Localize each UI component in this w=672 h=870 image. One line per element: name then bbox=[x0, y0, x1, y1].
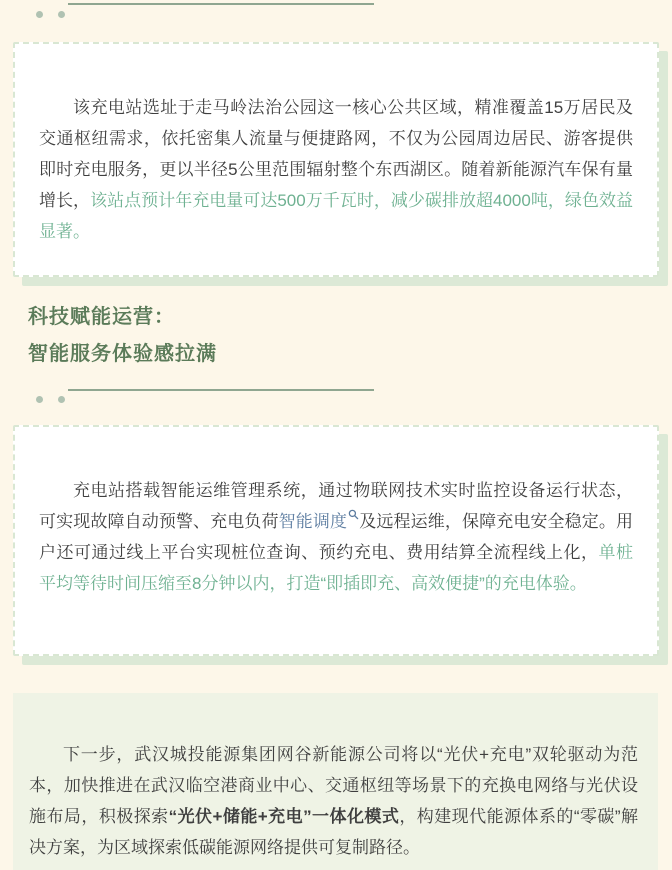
text-highlight-green: 单桩平均等待时间压缩至8分钟以内，打造“即插即充、高效便捷”的充电体验。 bbox=[39, 543, 634, 593]
text-normal: 充电站搭载智能运维管理系统，通过物联网技术实时监控设备运行状态，可实现故障自动预警、充电负荷 bbox=[39, 481, 633, 531]
heading-line-1: 科技赋能运营： bbox=[28, 306, 175, 328]
search-icon bbox=[348, 509, 359, 520]
paragraph-smart-operations bbox=[15, 427, 657, 599]
divider-dot bbox=[36, 396, 43, 403]
divider-dot bbox=[36, 11, 43, 18]
divider-dot bbox=[58, 396, 65, 403]
divider-line bbox=[68, 3, 374, 5]
text-normal: 及远程运维，保障充电安全稳定。用户还可通过线上平台实现桩位查询、预约充电、费用结算全流程线上化， bbox=[39, 512, 634, 562]
divider-dot bbox=[58, 11, 65, 18]
paragraph-station-location bbox=[15, 44, 657, 247]
outlook-card bbox=[13, 693, 658, 870]
divider-line bbox=[68, 389, 374, 391]
section-heading bbox=[28, 299, 217, 373]
search-term-label: 智能调度 bbox=[278, 512, 348, 531]
smart-operations-card bbox=[13, 425, 659, 656]
text-normal: 下一步，武汉城投能源集团网谷新能源公司将以“光伏+充电”双轮驱动为范本，加快推进在武汉临空港商业中心、交通枢纽等场景下的充换电网络与光伏设施布局，积极探索 bbox=[29, 745, 638, 826]
text-bold-emphasis: “光伏+储能+充电”一体化模式 bbox=[168, 807, 400, 826]
station-location-card bbox=[13, 42, 659, 277]
text-normal: ，构建现代能源体系的“零碳”解决方案，为区域探索低碳能源网络提供可复制路径。 bbox=[29, 807, 638, 857]
text-highlight-green: 该站点预计年充电量可达500万千瓦时，减少碳排放超4000吨，绿色效益显著。 bbox=[39, 191, 633, 241]
heading-line-2: 智能服务体验感拉满 bbox=[28, 343, 217, 365]
paragraph-outlook bbox=[13, 693, 658, 863]
text-normal: 该充电站选址于走马岭法治公园这一核心公共区域，精准覆盖15万居民及交通枢纽需求，依托密集人流量与便捷路网，不仅为公园周边居民、游客提供即时充电服务，更以半径5公里范围辐射整个东西湖区。随着新能源汽车保有量增长， bbox=[39, 98, 633, 210]
search-term-link[interactable] bbox=[279, 512, 359, 531]
